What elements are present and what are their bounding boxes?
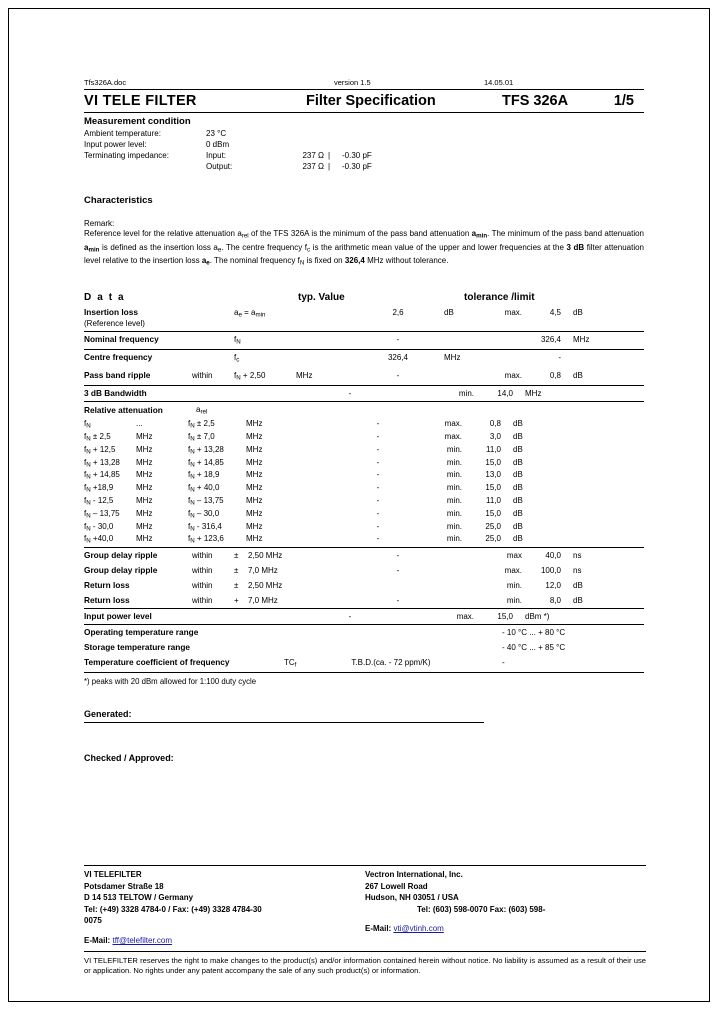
row-within: within xyxy=(192,566,213,576)
measurement-row xyxy=(84,128,644,139)
rel-from-unit: MHz xyxy=(136,534,153,544)
rel-attenuation-symbol: $a_{rel}$ xyxy=(196,405,208,416)
rel-tol-prefix: min. xyxy=(446,444,462,454)
row-typ-value: 326,4 xyxy=(387,353,409,363)
row-label-text: Insertion loss xyxy=(84,306,138,317)
rel-tol-value: 0,8 xyxy=(489,419,501,429)
row-label: Temperature coefficient of frequency xyxy=(84,657,230,668)
rel-to-unit: MHz xyxy=(246,457,263,467)
row-typ-value: T.B.D.(ca. - 72 ppm/K) xyxy=(351,658,431,668)
rel-from-freq: $f_N \pm 2,5$ xyxy=(84,432,111,443)
rel-to-unit: MHz xyxy=(246,521,263,531)
measurement-value: 0 dBm xyxy=(206,140,230,149)
footer-street: Potsdamer Straße 18 xyxy=(84,881,164,891)
footer-company-name: VI TELEFILTER xyxy=(84,870,142,879)
rel-tol-value: 15,0 xyxy=(485,508,501,518)
document-date: 14.05.01 xyxy=(484,78,514,87)
rel-from-freq: $f_N +40,0$ xyxy=(84,534,114,545)
table-row xyxy=(84,349,644,367)
row-typ-value: - xyxy=(396,566,400,576)
rel-attenuation-header xyxy=(84,402,644,419)
rel-tol-unit: dB xyxy=(513,483,523,493)
rel-to-freq: $f_N + 13,28$ xyxy=(188,444,224,456)
measurement-separator: | xyxy=(328,162,331,171)
document-content xyxy=(84,78,644,763)
row-label: Centre frequency xyxy=(84,352,153,363)
measurement-row xyxy=(84,139,644,150)
measurement-label: Input power level: xyxy=(84,140,147,149)
rel-tol-prefix: min. xyxy=(446,470,462,480)
rel-tol-value: 25,0 xyxy=(485,521,501,531)
measurement-port: Input: xyxy=(206,151,227,160)
rel-typ-value: - xyxy=(376,534,380,544)
company-brand: VI TELE FILTER xyxy=(84,93,197,109)
row-tol-unit: dB xyxy=(573,596,583,606)
rel-tol-unit: dB xyxy=(513,457,523,467)
table-header-typ: typ. Value xyxy=(298,291,345,303)
row-typ-value: - xyxy=(396,551,400,561)
table-row xyxy=(84,624,644,640)
measurement-separator: | xyxy=(328,151,331,160)
table-row xyxy=(84,578,644,593)
rel-from-unit: ... xyxy=(136,419,143,429)
row-label: Storage temperature range xyxy=(84,642,191,653)
row-tol-text: - 40 °C ... + 85 °C xyxy=(502,643,566,653)
rel-typ-value: - xyxy=(376,432,380,442)
page-footer xyxy=(84,865,646,977)
rel-from-freq: $f_N - 12,5$ xyxy=(84,496,114,507)
row-condition: 7,0 MHz xyxy=(248,566,278,576)
row-tol-value: 14,0 xyxy=(497,389,513,399)
footer-city: Hudson, NH 03051 / USA xyxy=(365,893,459,903)
rel-tol-unit: dB xyxy=(513,534,523,544)
row-typ-value: - xyxy=(396,334,400,344)
rel-tol-prefix: min. xyxy=(446,457,462,467)
row-label: Return loss xyxy=(84,580,130,591)
rel-to-unit: MHz xyxy=(246,483,263,493)
row-tol-value: 100,0 xyxy=(540,566,561,576)
row-label: Nominal frequency xyxy=(84,333,159,344)
rel-typ-value: - xyxy=(376,521,380,531)
footer-address-right xyxy=(365,869,646,947)
row-label: Group delay ripple xyxy=(84,550,158,561)
measurement-row xyxy=(84,150,644,161)
table-row xyxy=(84,305,644,331)
rel-from-unit: MHz xyxy=(136,496,153,505)
rel-attenuation-row xyxy=(84,458,644,471)
measurement-condition-list xyxy=(84,128,644,172)
table-rows-group4 xyxy=(84,624,644,672)
measurement-port: Output: xyxy=(206,162,233,171)
row-condition: 2,50 MHz xyxy=(248,581,283,591)
generated-line xyxy=(84,709,644,719)
row-label xyxy=(84,307,192,329)
rel-from-freq: $f_N + 13,28$ xyxy=(84,457,120,469)
row-tol-value: 4,5 xyxy=(549,307,561,317)
rel-attenuation-row xyxy=(84,419,644,432)
footer-street: 267 Lowell Road xyxy=(365,881,428,891)
row-typ-value: - xyxy=(348,612,352,622)
rel-typ-value: - xyxy=(376,508,380,518)
row-tol-prefix: max xyxy=(506,551,522,561)
row-symbol: $TC_f$ xyxy=(284,658,297,669)
title-bar xyxy=(84,90,644,112)
row-tol-unit: MHz xyxy=(573,334,590,344)
footer-email-label: E-Mail: xyxy=(84,935,111,945)
table-row xyxy=(84,593,644,608)
row-tol-prefix: min. xyxy=(506,596,522,606)
row-typ-value: 2,6 xyxy=(392,307,404,317)
rel-attenuation-row xyxy=(84,522,644,535)
rel-tol-value: 11,0 xyxy=(486,444,501,454)
table-rows-group2 xyxy=(84,547,644,608)
remark-label: Remark: xyxy=(84,219,115,228)
measurement-value: 23 °C xyxy=(206,129,227,138)
rel-to-freq: $f_N \pm 2,5$ xyxy=(188,419,215,430)
row-tol-value: 15,0 xyxy=(497,612,513,622)
rel-from-unit: MHz xyxy=(136,521,153,531)
table-header-data: D a t a xyxy=(84,291,126,303)
rel-tol-value: 15,0 xyxy=(485,457,501,467)
rel-tol-prefix: min. xyxy=(446,496,462,505)
table-row xyxy=(84,563,644,578)
remark-text: Reference level for the relative attenuation $a_{rel}$ of the TFS 326A is the minimum of the pass band attenuation $a_{min}$. The minimum of the pass band attenuation $a_{min}$ is defined as the insertion loss $a_e$. The centre frequency $f_c$ is the arithmetic mean value of the upper and lower frequencies at the 3 dB filter attenuation level relative to the insertion loss $a_e$. The nominal frequency $f_N$ is fixed on 326,4 MHz without tolerance. xyxy=(84,229,644,267)
rel-tol-unit: dB xyxy=(513,470,523,480)
rel-to-freq: $f_N + 14,85$ xyxy=(188,457,224,469)
footer-company-name: Vectron International, Inc. xyxy=(365,870,463,879)
rel-from-unit: MHz xyxy=(136,432,153,442)
table-row xyxy=(84,608,644,624)
row-symbol: $f_N + 2,50$ xyxy=(234,370,266,382)
rel-to-unit: MHz xyxy=(246,444,263,454)
row-tol-value: 8,0 xyxy=(549,596,561,606)
header-rule-bottom xyxy=(84,112,644,113)
table-header-tolerance: tolerance /limit xyxy=(464,291,535,303)
document-version: version 1.5 xyxy=(334,78,371,87)
row-tol-unit: ns xyxy=(573,566,582,576)
row-tol-prefix: max. xyxy=(504,307,522,317)
measurement-condition-title: Measurement condition xyxy=(84,116,191,127)
table-row xyxy=(84,368,644,385)
rel-typ-value: - xyxy=(376,457,380,467)
rel-tol-unit: dB xyxy=(513,521,523,531)
rel-to-unit: MHz xyxy=(246,419,263,429)
rel-tol-prefix: max. xyxy=(444,419,462,429)
row-within: within xyxy=(192,581,213,591)
row-tol-value: 12,0 xyxy=(545,581,561,591)
rel-from-freq: $f_N$ xyxy=(84,419,91,430)
characteristics-title: Characteristics xyxy=(84,195,153,206)
footer-email-link[interactable]: vti@vtinh.com xyxy=(393,924,444,934)
row-tol-value: 326,4 xyxy=(540,334,561,344)
row-typ-unit: MHz xyxy=(444,353,461,363)
checked-approved-label: Checked / Approved: xyxy=(84,753,174,764)
row-tol-prefix: max. xyxy=(504,566,522,576)
rel-tol-prefix: min. xyxy=(446,521,462,531)
rel-attenuation-row xyxy=(84,470,644,483)
row-label: Return loss xyxy=(84,595,130,606)
rel-tol-unit: dB xyxy=(513,508,523,518)
row-sign: ± xyxy=(234,581,239,591)
rel-to-freq: $f_N \pm 7,0$ xyxy=(188,432,215,443)
footer-phone-cont: 0075 xyxy=(84,916,102,926)
rel-tol-unit: dB xyxy=(513,419,523,429)
measurement-label: Ambient temperature: xyxy=(84,129,161,138)
data-table xyxy=(84,291,644,687)
rel-from-freq: $f_N + 12,5$ xyxy=(84,444,116,456)
rel-to-unit: MHz xyxy=(246,496,263,505)
footer-city: D 14 513 TELTOW / Germany xyxy=(84,893,194,903)
rel-from-unit: MHz xyxy=(136,457,153,467)
table-rows-group3 xyxy=(84,608,644,624)
measurement-impedance: 237 Ω xyxy=(302,162,324,171)
rel-to-freq: $f_N - 30,0$ xyxy=(188,508,220,520)
row-label: 3 dB Bandwidth xyxy=(84,388,147,399)
row-sign: + xyxy=(234,596,239,606)
document-header-line xyxy=(84,78,644,89)
rel-typ-value: - xyxy=(376,444,380,454)
row-tol-text: - 10 °C ... + 80 °C xyxy=(502,628,566,638)
rel-from-unit: MHz xyxy=(136,444,153,454)
table-row xyxy=(84,640,644,655)
rel-to-unit: MHz xyxy=(246,470,263,480)
table-row xyxy=(84,655,644,672)
row-within: within xyxy=(192,551,213,561)
page-title: Filter Specification xyxy=(306,93,436,109)
rel-tol-unit: dB xyxy=(513,432,523,442)
row-typ-unit: dB xyxy=(444,307,454,317)
row-tol-value: 40,0 xyxy=(545,551,561,561)
table-row xyxy=(84,385,644,401)
rel-tol-prefix: min. xyxy=(446,483,462,493)
rel-to-unit: MHz xyxy=(246,534,263,544)
row-tol-prefix: min. xyxy=(506,581,522,591)
rel-attenuation-row xyxy=(84,509,644,522)
row-within: within xyxy=(192,370,213,380)
row-label: Group delay ripple xyxy=(84,565,158,576)
rel-from-unit: MHz xyxy=(136,508,153,518)
rel-from-freq: $f_N - 30,0$ xyxy=(84,521,114,532)
generated-label: Generated: xyxy=(84,709,132,720)
footer-email-link[interactable]: tff@telefilter.com xyxy=(112,935,173,945)
rel-attenuation-row xyxy=(84,496,644,509)
rel-attenuation-row xyxy=(84,445,644,458)
row-tol-value: - xyxy=(558,353,561,363)
measurement-capacitance: -0.30 pF xyxy=(342,162,372,171)
rel-attenuation-label: Relative attenuation xyxy=(84,405,163,416)
measurement-label: Terminating impedance: xyxy=(84,151,169,160)
row-tol-unit: MHz xyxy=(525,389,542,399)
row-tol-unit: dBm *) xyxy=(525,612,550,622)
rel-tol-value: 25,0 xyxy=(485,534,501,544)
row-symbol: $f_c$ xyxy=(234,353,240,364)
rel-to-freq: $f_N + 18,9$ xyxy=(188,470,220,481)
generated-underline xyxy=(84,722,484,723)
measurement-label xyxy=(84,161,206,172)
rel-attenuation-row xyxy=(84,432,644,445)
row-tol-value: 0,8 xyxy=(549,370,561,380)
rel-to-unit: MHz xyxy=(246,508,263,518)
row-label: Input power level xyxy=(84,611,152,622)
row-within: within xyxy=(192,596,213,606)
rel-from-freq: $f_N +18,9$ xyxy=(84,483,114,494)
row-typ-value: - xyxy=(396,596,400,606)
measurement-capacitance: -0.30 pF xyxy=(342,151,372,160)
measurement-impedance: 237 Ω xyxy=(302,151,324,160)
page-number: 1/5 xyxy=(613,93,634,109)
rel-typ-value: - xyxy=(376,470,380,480)
footer-email-row xyxy=(84,927,365,947)
rel-attenuation-row xyxy=(84,534,644,547)
row-condition: 2,50 MHz xyxy=(248,551,283,561)
row-label: Pass band ripple xyxy=(84,369,151,380)
part-number: TFS 326A xyxy=(502,93,569,109)
table-header-row xyxy=(84,291,644,305)
table-row xyxy=(84,547,644,563)
rel-typ-value: - xyxy=(376,483,380,493)
footer-phone: Tel: (603) 598-0070 Fax: (603) 598- xyxy=(417,904,546,914)
row-typ-value: - xyxy=(396,370,400,380)
row-symbol: $f_N$ xyxy=(234,334,241,346)
document-filename: Tfs326A.doc xyxy=(84,78,127,87)
row-tol-prefix: min. xyxy=(458,389,474,399)
rel-tol-value: 15,0 xyxy=(485,483,501,493)
rel-from-unit: MHz xyxy=(136,483,153,493)
table-row xyxy=(84,331,644,349)
rel-from-freq: $f_N - 13,75$ xyxy=(84,508,120,520)
rel-from-unit: MHz xyxy=(136,470,153,480)
rel-to-freq: $f_N + 40,0$ xyxy=(188,483,220,494)
row-condition: 7,0 MHz xyxy=(248,596,278,606)
rel-tol-unit: dB xyxy=(513,496,523,505)
row-tol-unit: ns xyxy=(573,551,582,561)
measurement-row xyxy=(84,161,644,172)
row-sublabel: (Reference level) xyxy=(84,318,145,328)
footer-phone: Tel: (+49) 3328 4784-0 / Fax: (+49) 3328 4784-30 xyxy=(84,904,262,914)
rel-tol-prefix: min. xyxy=(446,508,462,518)
rel-from-freq: $f_N + 14,85$ xyxy=(84,470,120,481)
row-tol-prefix: max. xyxy=(504,370,522,380)
rel-tol-value: 13,0 xyxy=(485,470,501,480)
rel-tol-value: 11,0 xyxy=(486,496,501,505)
footer-columns xyxy=(84,866,646,947)
rel-attenuation-row xyxy=(84,483,644,496)
rel-to-freq: $f_N - 316,4$ xyxy=(188,521,222,532)
footer-email-label: E-Mail: xyxy=(365,924,392,934)
rel-attenuation-rows xyxy=(84,419,644,547)
row-tol-unit: dB xyxy=(573,307,583,317)
footer-email-row xyxy=(365,915,646,935)
row-symbol: $a_e = a_{min}$ xyxy=(234,307,266,319)
row-tol-unit: dB xyxy=(573,370,583,380)
rel-to-freq: $f_N + 123,6$ xyxy=(188,534,224,545)
rel-to-freq: $f_N - 13,75$ xyxy=(188,496,224,507)
row-sign: ± xyxy=(234,566,239,576)
rel-tol-value: 3,0 xyxy=(489,432,501,442)
rel-typ-value: - xyxy=(376,419,380,429)
footer-address-left xyxy=(84,869,365,947)
legal-notice: VI TELEFILTER reserves the right to make changes to the product(s) and/or information contained herein without notice. No liability is assumed as a result of their use or application. No rights under any patent accompany the sale of any such product(s) or information. xyxy=(84,951,646,977)
row-sign: ± xyxy=(234,551,239,561)
row-tol-prefix: max. xyxy=(456,612,474,622)
rel-tol-prefix: max. xyxy=(444,432,462,442)
row-typ-value: - xyxy=(348,389,352,399)
footnote: *) peaks with 20 dBm allowed for 1:100 duty cycle xyxy=(84,677,257,687)
rel-tol-unit: dB xyxy=(513,444,523,454)
row-tol-text: - xyxy=(502,658,505,668)
row-tol-unit: dB xyxy=(573,581,583,591)
rel-typ-value: - xyxy=(376,496,380,505)
rel-to-unit: MHz xyxy=(246,432,263,442)
rel-tol-prefix: min. xyxy=(446,534,462,544)
row-condition: MHz xyxy=(296,370,313,380)
row-label: Operating temperature range xyxy=(84,627,199,638)
